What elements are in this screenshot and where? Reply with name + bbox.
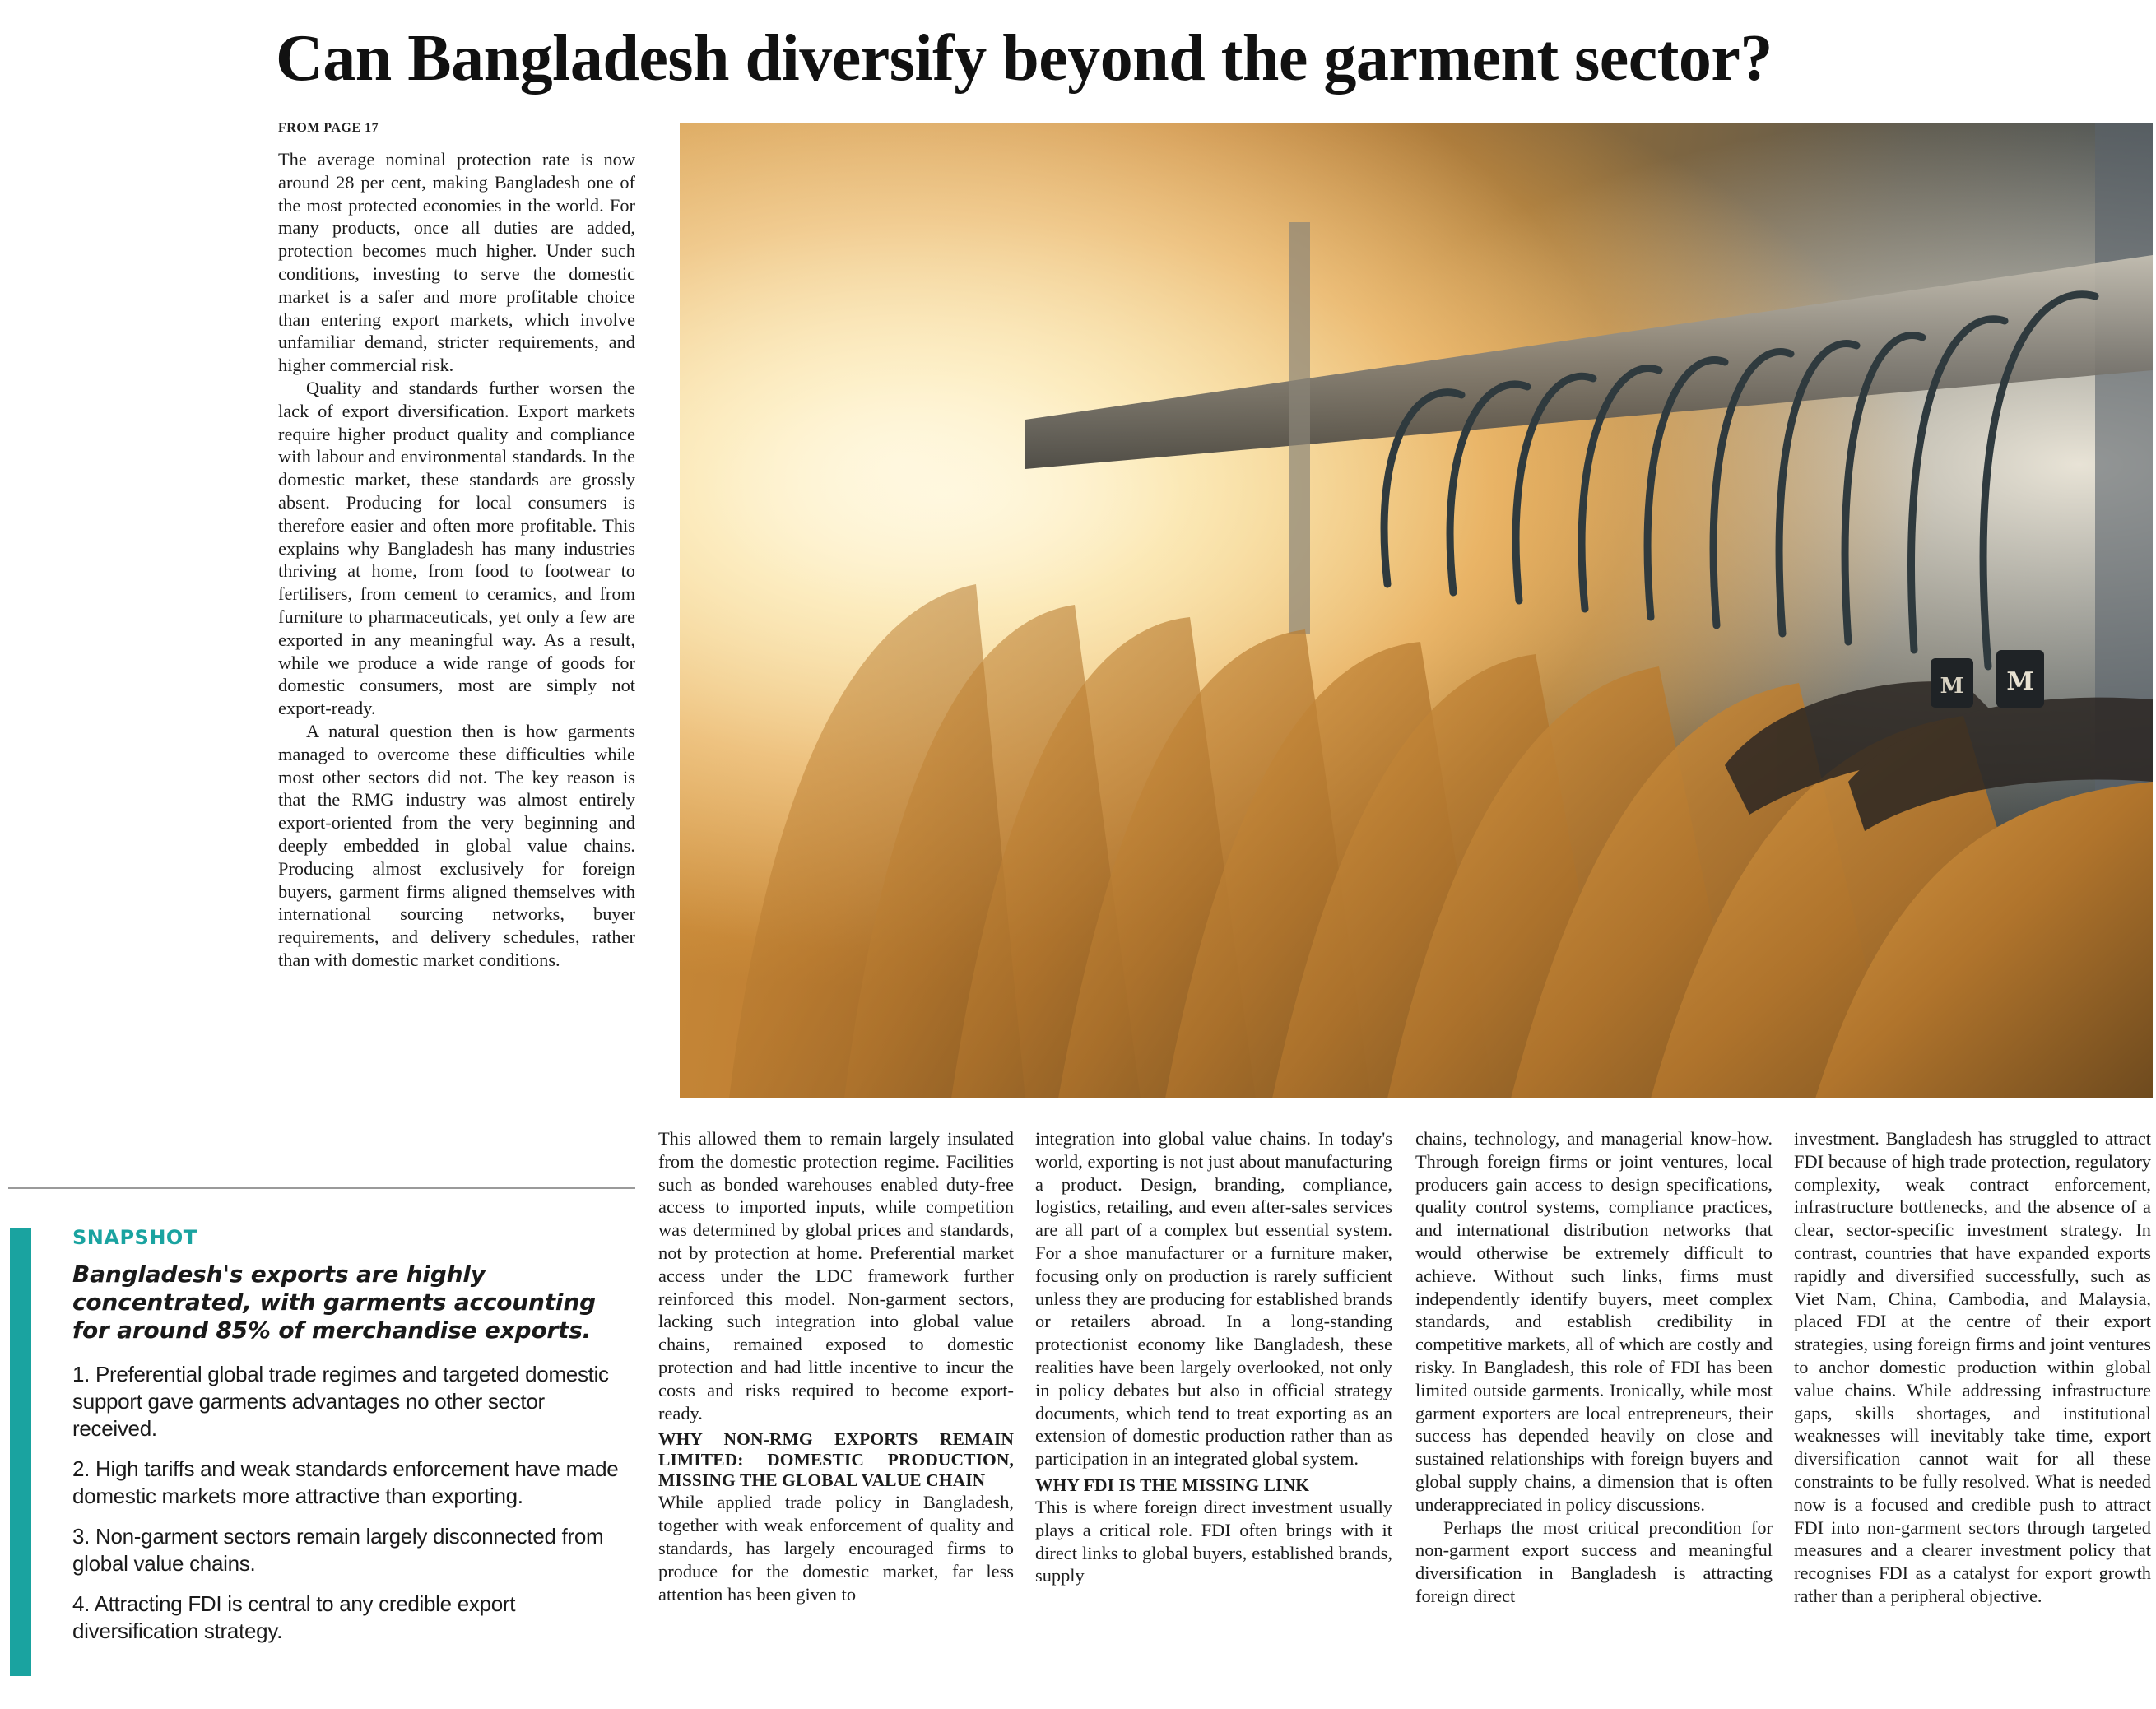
snapshot-item: 2. High tariffs and weak standards enforcement have made domestic markets more attractive than exporting.: [72, 1456, 619, 1508]
article-column-left: [278, 148, 635, 972]
paragraph: Quality and standards further worsen the lack of export diversification. Export markets require higher product quality and compliance with labour and environmental standards. In the domestic market, these standards are grossly absent. Producing for local consumers is therefore easier and often more profitable. This explains why Bangladesh has many industries thriving at home, from food to footwear to fertilisers, from cement to ceramics, and from furniture to pharmaceuticals, yet only a few are exported in any meaningful way. As a result, while we produce a wide range of goods for domestic consumers, most are simply not export-ready.: [278, 377, 635, 719]
article-column-3: [1415, 1127, 1773, 1608]
garment-hangers-photo: [680, 123, 2153, 1098]
paragraph: This allowed them to remain largely insulated from the domestic protection regime. Facilities such as bonded warehouses enabled duty-free access to imported inputs, while competition was determined by global prices and standards, not by protection at home. Preferential market access under the LDC framework further reinforced this model. Non-garment sectors, lacking such integration into global value chains, remained exposed to domestic protection and had little incentive to incur the costs and risks required to become export-ready.: [658, 1128, 1014, 1423]
paragraph: While applied trade policy in Bangladesh, together with weak enforcement of quality and standards, has largely encouraged firms to produce for the domestic market, far less attention has been given to: [658, 1492, 1014, 1605]
section-heading: WHY FDI IS THE MISSING LINK: [1035, 1474, 1310, 1495]
article-column-2: [1035, 1127, 1392, 1587]
size-tag-label: M: [1940, 674, 1964, 699]
size-tag-label: M: [2006, 667, 2034, 696]
from-page-label: FROM PAGE 17: [278, 121, 379, 135]
paragraph: chains, technology, and managerial know-how. Through foreign firms or joint ventures, local producers gain access to design specifications, quality control systems, compliance practices, and international distribution networks that would otherwise be extremely difficult to achieve. Without such links, firms must independently identify buyers, meet complex standards, and establish credibility in competitive markets, all of which are costly and risky. In Bangladesh, this role of FDI has been limited outside garments. Ironically, while most garment exporters are local entrepreneurs, their success has depended heavily on close and sustained relationships with foreign buyers and global supply chains, a dimension that is often underappreciated in policy discussions.: [1415, 1128, 1773, 1515]
paragraph: The average nominal protection rate is now around 28 per cent, making Bangladesh one of the most protected economies in the world. For many products, once all duties are added, protection becomes much higher. Under such conditions, investing to serve the domestic market is a safer and more profitable choice than entering export markets, which involve unfamiliar demand, stricter requirements, and higher commercial risk.: [278, 149, 635, 376]
snapshot-item: 1. Preferential global trade regimes and targeted domestic support gave garments advantages no other sector received.: [72, 1362, 609, 1441]
paragraph: Perhaps the most critical precondition for non-garment export success and meaningful diversification in Bangladesh is attracting foreign direct: [1415, 1516, 1773, 1606]
section-heading: WHY NON-RMG EXPORTS REMAIN LIMITED: DOMESTIC PRODUCTION, MISSING THE GLOBAL VALUE CHAIN: [658, 1429, 1014, 1491]
headline: Can Bangladesh diversify beyond the garment sector?: [276, 22, 1773, 95]
article-column-4: [1794, 1127, 2151, 1608]
snapshot-accent-bar: [10, 1228, 31, 1676]
snapshot-box: [72, 1226, 624, 1658]
paragraph: This is where foreign direct investment usually plays a critical role. FDI often brings with it direct links to global buyers, established brands, supply: [1035, 1496, 1392, 1586]
paragraph: integration into global value chains. In today's world, exporting is not just about manufacturing a product. Design, branding, compliance, logistics, retailing, and even after-sales services are all part of a complex but essential system. For a shoe manufacturer or a furniture maker, focusing only on production is rarely sufficient unless they are producing for established brands or retailers abroad. In a long-standing protectionist economy like Bangladesh, these realities have been largely overlooked, not only in policy debates but also in official strategy documents, which tend to treat exporting as an extension of domestic production rather than as participation in an integrated global system.: [1035, 1128, 1392, 1470]
snapshot-lead: Bangladesh's exports are highly concentrated, with garments accounting for around 85% of merchandise exports.: [72, 1261, 596, 1344]
snapshot-title: SNAPSHOT: [72, 1226, 197, 1249]
snapshot-item: 4. Attracting FDI is central to any credible export diversification strategy.: [72, 1591, 516, 1643]
snapshot-item: 3. Non-garment sectors remain largely disconnected from global value chains.: [72, 1524, 604, 1576]
section-divider: [8, 1187, 635, 1189]
article-column-1: [658, 1127, 1014, 1605]
paragraph: A natural question then is how garments managed to overcome these difficulties while most other sectors did not. The key reason is that the RMG industry was almost entirely export-oriented from the very beginning and deeply embedded in global value chains. Producing almost exclusively for foreign buyers, garment firms aligned themselves with international sourcing networks, buyer requirements, and delivery schedules, rather than with domestic market conditions.: [278, 720, 635, 970]
paragraph: investment. Bangladesh has struggled to attract FDI because of high trade protection, regulatory complexity, weak contract enforcement, infrastructure bottlenecks, and the absence of a clear, sector-specific investment strategy. In contrast, countries that have expanded exports rapidly and diversified successfully, such as Viet Nam, China, Cambodia, and Malaysia, placed FDI at the centre of their export strategies, using foreign firms and joint ventures to anchor domestic production within global value chains. While addressing infrastructure gaps, skills shortages, and institutional weaknesses will inevitably take time, export diversification cannot wait for all these constraints to be fully resolved. What is needed now is a focused and credible push to attract FDI into non-garment sectors through targeted measures and a clearer investment policy that recognises FDI as a catalyst for export growth rather than a peripheral objective.: [1794, 1128, 2151, 1606]
